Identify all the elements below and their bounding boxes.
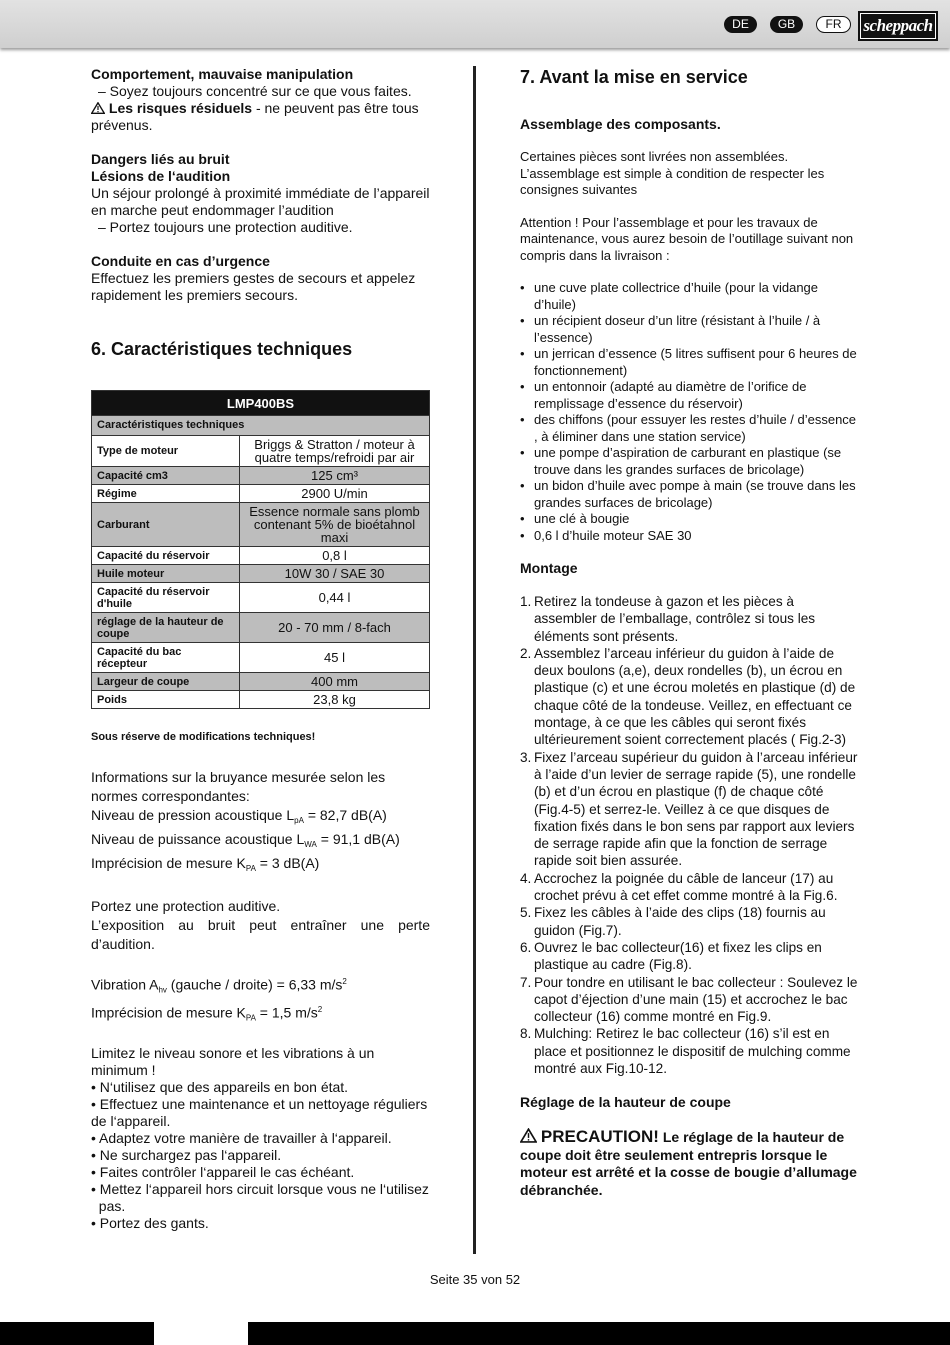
tool-list xyxy=(520,280,860,544)
emergency-text: Effectuez les premiers gestes de secours et appelez rapidement les premiers secours. xyxy=(91,270,416,303)
footer-bar-gap xyxy=(154,1322,248,1345)
lang-de-badge[interactable]: DE xyxy=(724,16,757,33)
footer-bar xyxy=(0,1322,950,1345)
section-7-title: 7. Avant la mise en service xyxy=(520,67,748,87)
misuse-title: Comportement, mauvaise manipulation xyxy=(91,66,354,82)
tip: • Effectuez une maintenance et un nettoyage réguliers xyxy=(91,1096,428,1113)
attention-text: Attention ! Pour l’assemblage et pour les travaux de maintenance, vous aurez besoin de l’outillage suivant non compris dans la livraison : xyxy=(520,214,854,263)
spec-value: 23,8 kg xyxy=(240,691,430,709)
vibration-k-number: = 1,5 m/s xyxy=(255,1004,318,1021)
step-number: 1. xyxy=(520,594,532,609)
list-item xyxy=(520,645,860,749)
step-text: Ouvrez le bac collecteur(16) et fixez les clips en plastique au cadre (Fig.8). xyxy=(534,939,822,973)
spec-key: Huile moteur xyxy=(92,565,240,583)
limit-text: Limitez le niveau sonore et les vibrations à un minimum ! xyxy=(91,1045,375,1079)
list-item: • des chiffons (pour essuyer les restes d’huile / d’essence , à éliminer dans une station service) xyxy=(520,412,860,445)
assembly-text: Certaines pièces sont livrées non assemblées. L’assemblage est simple à condition de respecter les consignes suivantes xyxy=(520,149,825,197)
list-item xyxy=(520,749,860,870)
spec-value: Briggs & Stratton / moteur à quatre temps/refroidi par air xyxy=(240,436,430,467)
lang-gb-badge[interactable]: GB xyxy=(770,16,803,33)
spec-value: 0,44 l xyxy=(240,583,430,613)
caution-text xyxy=(520,1128,860,1199)
vibration-k-sup: 2 xyxy=(317,1004,323,1014)
vibration-number: (gauche / droite) = 6,33 m/s xyxy=(166,976,343,993)
noise-k xyxy=(91,854,430,878)
page-number: Seite 35 von 52 xyxy=(429,1272,521,1287)
spec-key: Largeur de coupe xyxy=(92,673,240,691)
caution-body: Le réglage de la hauteur de coupe doit être seulement entrepris lorsque le moteur est arrêté et la cosse de bougie d’allumage débranchée. xyxy=(520,1129,857,1198)
vibration-value xyxy=(91,972,430,1000)
step-text: Pour tondre en utilisant le bac collecteur : Soulevez le capot d’éjection d’une main (15) et accrochez le bac collecteur (16) comme montré en Fig.9. xyxy=(534,974,858,1025)
list-item: • 0,6 l d’huile moteur SAE 30 xyxy=(520,528,860,545)
header-bar xyxy=(0,0,950,48)
caution-label: PRECAUTION! xyxy=(540,1127,659,1147)
column-divider xyxy=(473,66,476,1254)
noise-lpa-value: = 82,7 dB(A) xyxy=(303,807,387,823)
list-item: • un récipient doseur d’un litre (résistant à l’huile / à l’essence) xyxy=(520,313,860,346)
tip: • Portez des gants. xyxy=(91,1215,209,1232)
height-adjust-title: Réglage de la hauteur de coupe xyxy=(520,1094,731,1111)
spec-value: 10W 30 / SAE 30 xyxy=(240,565,430,583)
spec-key: Capacité cm3 xyxy=(92,467,240,485)
noise-k-label: Imprécision de mesure K xyxy=(91,855,246,871)
right-column xyxy=(520,66,860,1199)
residual-risk-text xyxy=(91,100,430,134)
spec-table-model: LMP400BS xyxy=(92,391,430,416)
noise-lwa-sub: WA xyxy=(304,840,317,849)
list-item xyxy=(520,974,860,1026)
step-number: 8. xyxy=(520,1026,532,1042)
vibration-label: Vibration A xyxy=(91,976,159,993)
warning-icon xyxy=(91,102,105,114)
warning-icon xyxy=(520,1128,537,1143)
noise-k-value: = 3 dB(A) xyxy=(255,855,320,871)
spec-key: Carburant xyxy=(92,503,240,547)
tip: de l‘appareil. xyxy=(91,1113,171,1130)
step-text: Assemblez l’arceau inférieur du guidon à l’aide de deux boulons (a,e), deux rondelles (b), un écrou en plastique (c) et une écrou moletés en plastique (d) de chaque côté de la tondeuse. Veillez, en effectuant ce montage, à ce que les câbles qui seront fixés ultérieurement soient correctement placés ( Fig.2-3) xyxy=(534,645,856,748)
spec-key: Régime xyxy=(92,485,240,503)
noise-lpa-sub: pA xyxy=(294,816,304,825)
list-item: • un jerrican d’essence (5 litres suffisent pour 6 heures de fonctionnement) xyxy=(520,346,860,379)
noise-intro: Informations sur la bruyance mesurée selon les normes correspondantes: xyxy=(91,769,386,804)
step-number: 5. xyxy=(520,905,532,921)
brand-logo xyxy=(858,11,938,41)
spec-table xyxy=(91,390,430,709)
vibration-k-sub: PA xyxy=(245,1013,256,1023)
spec-value: 0,8 l xyxy=(240,547,430,565)
list-item xyxy=(520,939,860,974)
reserve-note: Sous réserve de modifications techniques! xyxy=(91,731,316,743)
noise-lpa-label: Niveau de pression acoustique L xyxy=(91,807,295,823)
list-item: • une cuve plate collectrice d’huile (pour la vidange d’huile) xyxy=(520,280,860,313)
hearing-damage-title: Lésions de l‘audition xyxy=(91,168,231,184)
step-text: Mulching: Retirez le bac collecteur (16) s’il est en place et positionnez le dispositif de mulching comme montré aux Fig.10-12. xyxy=(534,1026,851,1077)
list-item: • un entonnoir (adapté au diamètre de l’orifice de remplissage d’essence du réservoir) xyxy=(520,379,860,412)
spec-key: réglage de la hauteur de coupe xyxy=(92,613,240,643)
spec-key: Capacité du réservoir d'huile xyxy=(92,583,240,613)
step-number: 3. xyxy=(520,749,532,765)
list-item xyxy=(520,1025,860,1077)
montage-steps xyxy=(520,593,860,1077)
hearing-protection-item: – Portez toujours une protection auditive. xyxy=(98,219,353,235)
list-item: • un bidon d’huile avec pompe à main (se trouve dans les grandes surfaces de bricolage) xyxy=(520,478,860,511)
spec-value: 2900 U/min xyxy=(240,485,430,503)
spec-value: Essence normale sans plomb contenant 5% de bioétahnol maxi xyxy=(240,503,430,547)
spec-value: 20 - 70 mm / 8-fach xyxy=(240,613,430,643)
spec-value: 45 l xyxy=(240,643,430,673)
vibration-k xyxy=(91,1000,430,1028)
misuse-item: – Soyez toujours concentré sur ce que vous faites. xyxy=(98,83,412,99)
hearing-damage-text: Un séjour prolongé à proximité immédiate de l’appareil en marche peut endommager l’audition xyxy=(91,185,430,218)
tip: pas. xyxy=(91,1198,126,1215)
assembly-title: Assemblage des composants. xyxy=(520,116,721,132)
list-item: • une pompe d’aspiration de carburant en plastique (se trouve dans les grandes surfaces de bricolage) xyxy=(520,445,860,478)
vibration-sub: hv xyxy=(158,985,167,995)
list-item: • une clé à bougie xyxy=(520,511,860,528)
step-number: 2. xyxy=(520,645,532,661)
tip: • Mettez l‘appareil hors circuit lorsque vous ne l‘utilisez xyxy=(91,1181,429,1198)
list-item xyxy=(520,870,860,905)
exposure-text: L’exposition au bruit peut entraîner une perte d’audition. xyxy=(91,917,430,952)
spec-key: Capacité du bac récepteur xyxy=(92,643,240,673)
spec-key: Type de moteur xyxy=(92,436,240,467)
noise-lwa xyxy=(91,830,430,854)
left-column xyxy=(91,66,430,1232)
residual-risk-bold: Les risques résiduels xyxy=(108,100,253,116)
lang-fr-badge[interactable]: FR xyxy=(816,16,851,33)
noise-lwa-label: Niveau de puissance acoustique L xyxy=(91,831,305,847)
noise-lpa xyxy=(91,806,430,830)
spec-key: Capacité du réservoir xyxy=(92,547,240,565)
spec-key: Poids xyxy=(92,691,240,709)
brand-logo-text: scheppach xyxy=(860,13,936,39)
step-text: Accrochez la poignée du câble de lanceur (17) au crochet prévu à cet effet comme montré à la Fig.6. xyxy=(534,870,838,904)
residual-risk-rest: - ne peuvent pas être tous prévenus. xyxy=(91,100,419,133)
spec-value: 400 mm xyxy=(240,673,430,691)
list-item xyxy=(520,904,860,939)
spec-table-subheader: Caractéristiques techniques xyxy=(92,416,430,436)
protection-text: Portez une protection auditive. xyxy=(91,898,281,914)
step-text: Retirez la tondeuse à gazon et les pièces à assembler de l’emballage, contrôlez si tous les éléments sont présents. xyxy=(534,594,816,644)
step-text: Fixez l’arceau supérieur du guidon à l’arceau inférieur à l’aide d’un levier de serrage rapide (5), une rondelle (b) et d’un écrou en plastique (f) de chaque côté (Fig.4-5) et serrez-le. Veillez à ce que disques de fixation fixés dans le bon sens par rapport aux leviers de serrage rapide afin que la fonction de serrage rapide soit bien assurée. xyxy=(534,749,858,869)
tip: • Faites contrôler l‘appareil le cas échéant. xyxy=(91,1164,355,1181)
noise-danger-title: Dangers liés au bruit xyxy=(91,151,230,167)
section-6-title: 6. Caractéristiques techniques xyxy=(91,339,353,359)
vibration-k-label: Imprécision de mesure K xyxy=(91,1004,246,1021)
tip: • Ne surchargez pas l‘appareil. xyxy=(91,1147,282,1164)
noise-lwa-value: = 91,1 dB(A) xyxy=(316,831,400,847)
emergency-title: Conduite en cas d’urgence xyxy=(91,253,270,269)
tip: • Adaptez votre manière de travailler à l‘appareil. xyxy=(91,1130,392,1147)
step-text: Fixez les câbles à l’aide des clips (18) fournis au guidon (Fig.7). xyxy=(534,905,826,938)
noise-k-sub: PA xyxy=(245,864,256,873)
list-item xyxy=(520,593,860,645)
montage-title: Montage xyxy=(520,560,578,576)
vibration-sup: 2 xyxy=(342,977,347,986)
tip: • N‘utilisez que des appareils en bon état. xyxy=(91,1079,349,1096)
spec-value: 125 cm³ xyxy=(240,467,430,485)
step-number: 4. xyxy=(520,870,532,886)
step-number: 6. xyxy=(520,939,532,955)
step-number: 7. xyxy=(520,974,532,990)
